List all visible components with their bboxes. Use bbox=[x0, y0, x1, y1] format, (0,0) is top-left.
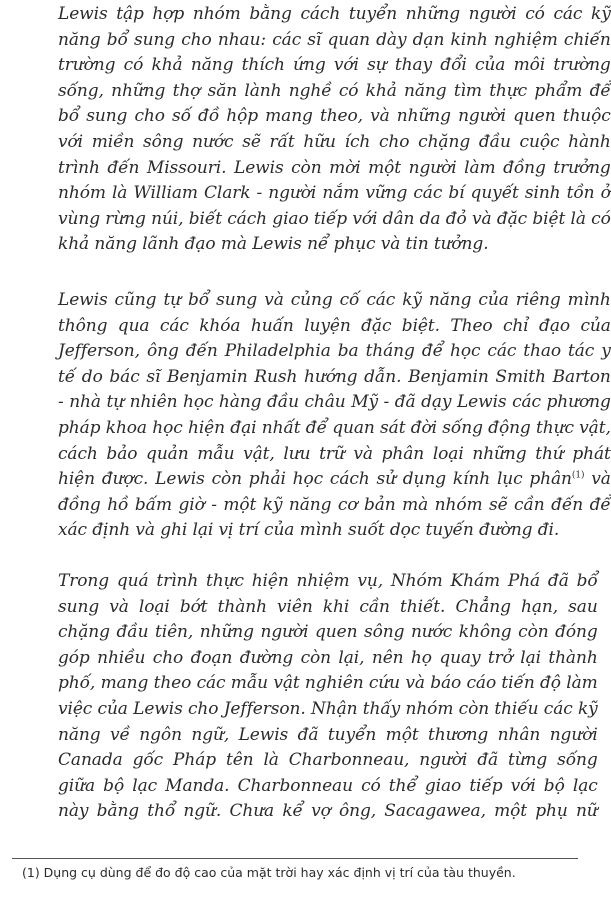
text-line: năng bổ sung cho nhau: các sĩ quan dày dạn kinh nghiệm chiến bbox=[58, 29, 611, 50]
text-line: giữa bộ lạc Manda. Charbonneau có thể giao tiếp với bộ lạc bbox=[58, 775, 598, 796]
text-line: bổ sung cho số đồ hộp mang theo, và những người quen thuộc bbox=[58, 106, 611, 127]
text-line: cách bảo quản mẫu vật, lưu trữ và phân loại những thứ phát bbox=[58, 443, 611, 464]
text-line: xác định và ghi lại vị trí của mình suốt dọc tuyến đường đi. bbox=[58, 520, 560, 541]
text-line: chặng đầu tiên, những người quen sông nước không còn đóng bbox=[58, 622, 598, 643]
text-line: Jefferson, ông đến Philadelphia ba tháng để học các thao tác y bbox=[58, 341, 611, 362]
paragraph-3 bbox=[58, 569, 598, 825]
text-fragment: và bbox=[584, 469, 611, 490]
text-line: thông qua các khóa huấn luyện đặc biệt. Theo chỉ đạo của bbox=[58, 315, 611, 336]
text-line: pháp khoa học hiện đại nhất để quan sát đời sống động thực vật, bbox=[58, 417, 611, 438]
text-line: sung và loại bớt thành viên khi cần thiết. Chẳng hạn, sau bbox=[58, 596, 598, 617]
paragraph-1 bbox=[58, 2, 611, 258]
text-line: việc của Lewis cho Jefferson. Nhận thấy nhóm còn thiếu các kỹ bbox=[58, 698, 598, 719]
paragraph-2 bbox=[58, 288, 611, 544]
text-line: Lewis tập hợp nhóm bằng cách tuyển những người có các kỹ bbox=[58, 4, 611, 24]
text-line: khả năng lãnh đạo mà Lewis nể phục và tin tưởng. bbox=[58, 234, 489, 255]
text-line: vùng rừng núi, biết cách giao tiếp với dân da đỏ và đặc biệt là có bbox=[58, 208, 611, 229]
text-line: nhóm là William Clark - người nắm vững các bí quyết sinh tồn ở bbox=[58, 183, 611, 204]
text-line: đồng hồ bấm giờ - một kỹ năng cơ bản mà nhóm sẽ cần đến để bbox=[58, 494, 611, 515]
text-line: Canada gốc Pháp tên là Charbonneau, người đã từng sống bbox=[58, 750, 598, 771]
footnote: (1) Dụng cụ dùng để đo độ cao của mặt trời hay xác định vị trí của tàu thuyền. bbox=[22, 865, 516, 880]
text-line: này bằng thổ ngữ. Chưa kể vợ ông, Sacagawea, một phụ nữ bbox=[58, 801, 598, 822]
text-fragment: hiện được. Lewis còn phải học cách sử dụng kính lục phân bbox=[58, 469, 572, 490]
text-line: phố, mang theo các mẫu vật nghiên cứu và báo cáo tiến độ làm bbox=[58, 673, 598, 694]
text-line: sống, những thợ săn lành nghề có khả năng tìm thực phẩm để bbox=[58, 80, 611, 101]
text-line: với miền sông nước sẽ rất hữu ích cho chặng đầu cuộc hành bbox=[58, 131, 611, 152]
text-line: trường có khả năng thích ứng với sự thay đổi của môi trường bbox=[58, 55, 611, 76]
text-line: Trong quá trình thực hiện nhiệm vụ, Nhóm Khám Phá đã bổ bbox=[58, 571, 598, 591]
text-line: Lewis cũng tự bổ sung và củng cố các kỹ năng của riêng mình bbox=[58, 290, 611, 310]
footnote-reference: (1) bbox=[571, 470, 585, 481]
text-line: tế do bác sĩ Benjamin Rush hướng dẫn. Benjamin Smith Barton bbox=[58, 366, 611, 387]
footnote-divider bbox=[12, 858, 578, 859]
text-line: góp nhiều cho đoạn đường còn lại, nên họ quay trở lại thành bbox=[58, 647, 598, 668]
text-line: năng về ngôn ngữ, Lewis đã tuyển một thương nhân người bbox=[58, 724, 598, 745]
text-line: - nhà tự nhiên học hàng đầu châu Mỹ - đã dạy Lewis các phương bbox=[58, 392, 611, 413]
text-line: trình đến Missouri. Lewis còn mời một người làm đồng trưởng bbox=[58, 157, 611, 178]
text-line-with-footnote bbox=[58, 467, 611, 493]
